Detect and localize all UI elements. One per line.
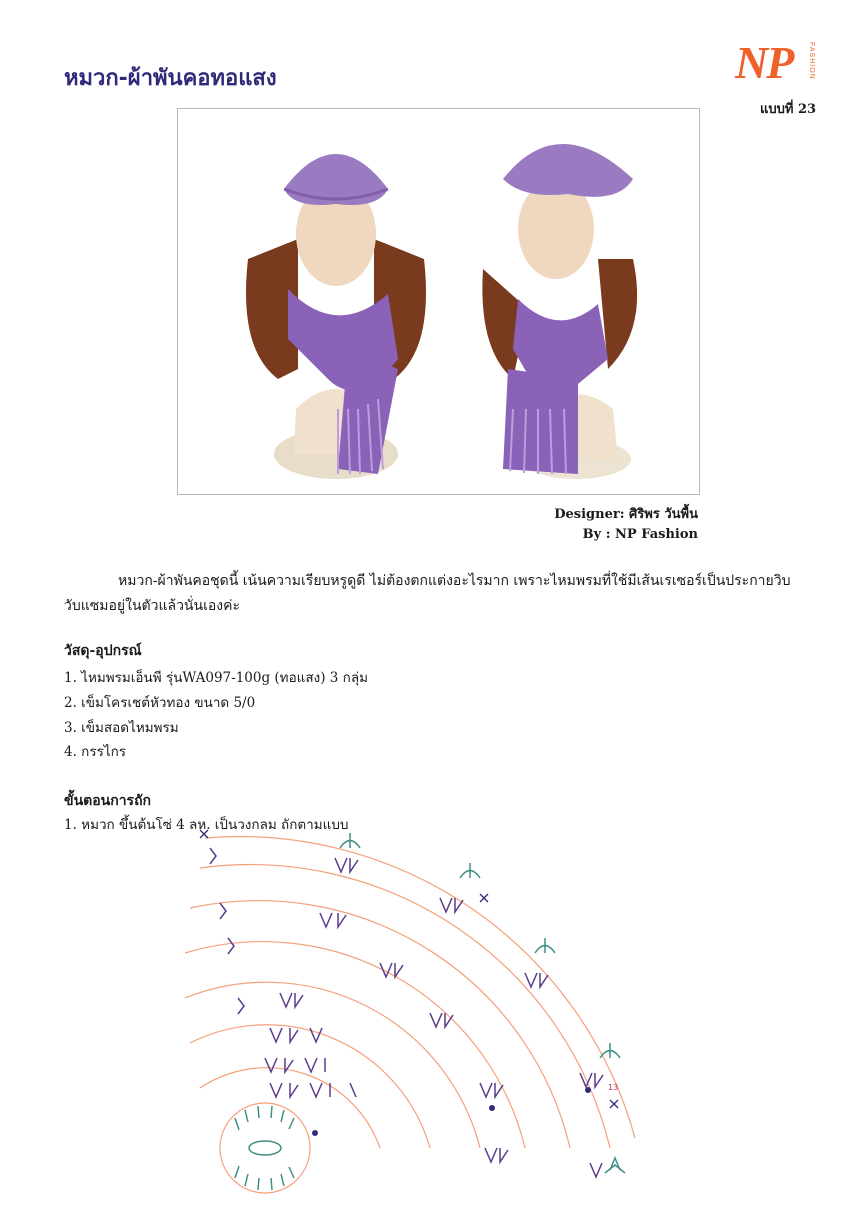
steps-heading: ขั้นตอนการถัก	[64, 793, 152, 809]
logo-letters: NP	[735, 37, 793, 88]
material-item: 3. เข็มสอดไหมพรม	[64, 720, 179, 736]
mannequin-illustration	[178, 109, 699, 494]
step-item: 1. หมวก ขึ้นต้นโซ่ 4 ลห. เป็นวงกลม ถักตามแบบ	[64, 817, 349, 833]
product-photo	[177, 108, 700, 495]
crochet-chart-svg	[180, 818, 650, 1218]
designer-credit: Designer: ศิริพร วันพื้น	[554, 507, 698, 522]
logo-tagline: FASHION	[808, 42, 815, 80]
material-item: 2. เข็มโครเชต์หัวทอง ขนาด 5/0	[64, 695, 256, 711]
pattern-number: แบบที่ 23	[760, 102, 817, 117]
page-title: หมวก-ผ้าพันคอทอแสง	[64, 66, 277, 91]
brand-credit: By : NP Fashion	[582, 527, 698, 542]
np-fashion-logo	[735, 36, 830, 92]
material-item: 4. กรรไกร	[64, 744, 127, 760]
chart-row-label: 13	[608, 1083, 619, 1092]
crochet-chart	[180, 818, 650, 1218]
intro-paragraph: หมวก-ผ้าพันคอชุดนี้ เน้นความเรียบหรูดูดี ไม่ต้องตกแต่งอะไรมาก เพราะไหมพรมที่ใช้มีเส้นเรเซอร์เป็นประกายวิบวับแซมอยู่ในตัวแล้วนั่นเองค่ะ	[64, 573, 791, 614]
materials-heading: วัสดุ-อุปกรณ์	[64, 643, 142, 659]
material-item: 1. ไหมพรมเอ็นพี รุ่นWA097-100g (ทอแสง) 3 กลุ่ม	[64, 670, 369, 686]
